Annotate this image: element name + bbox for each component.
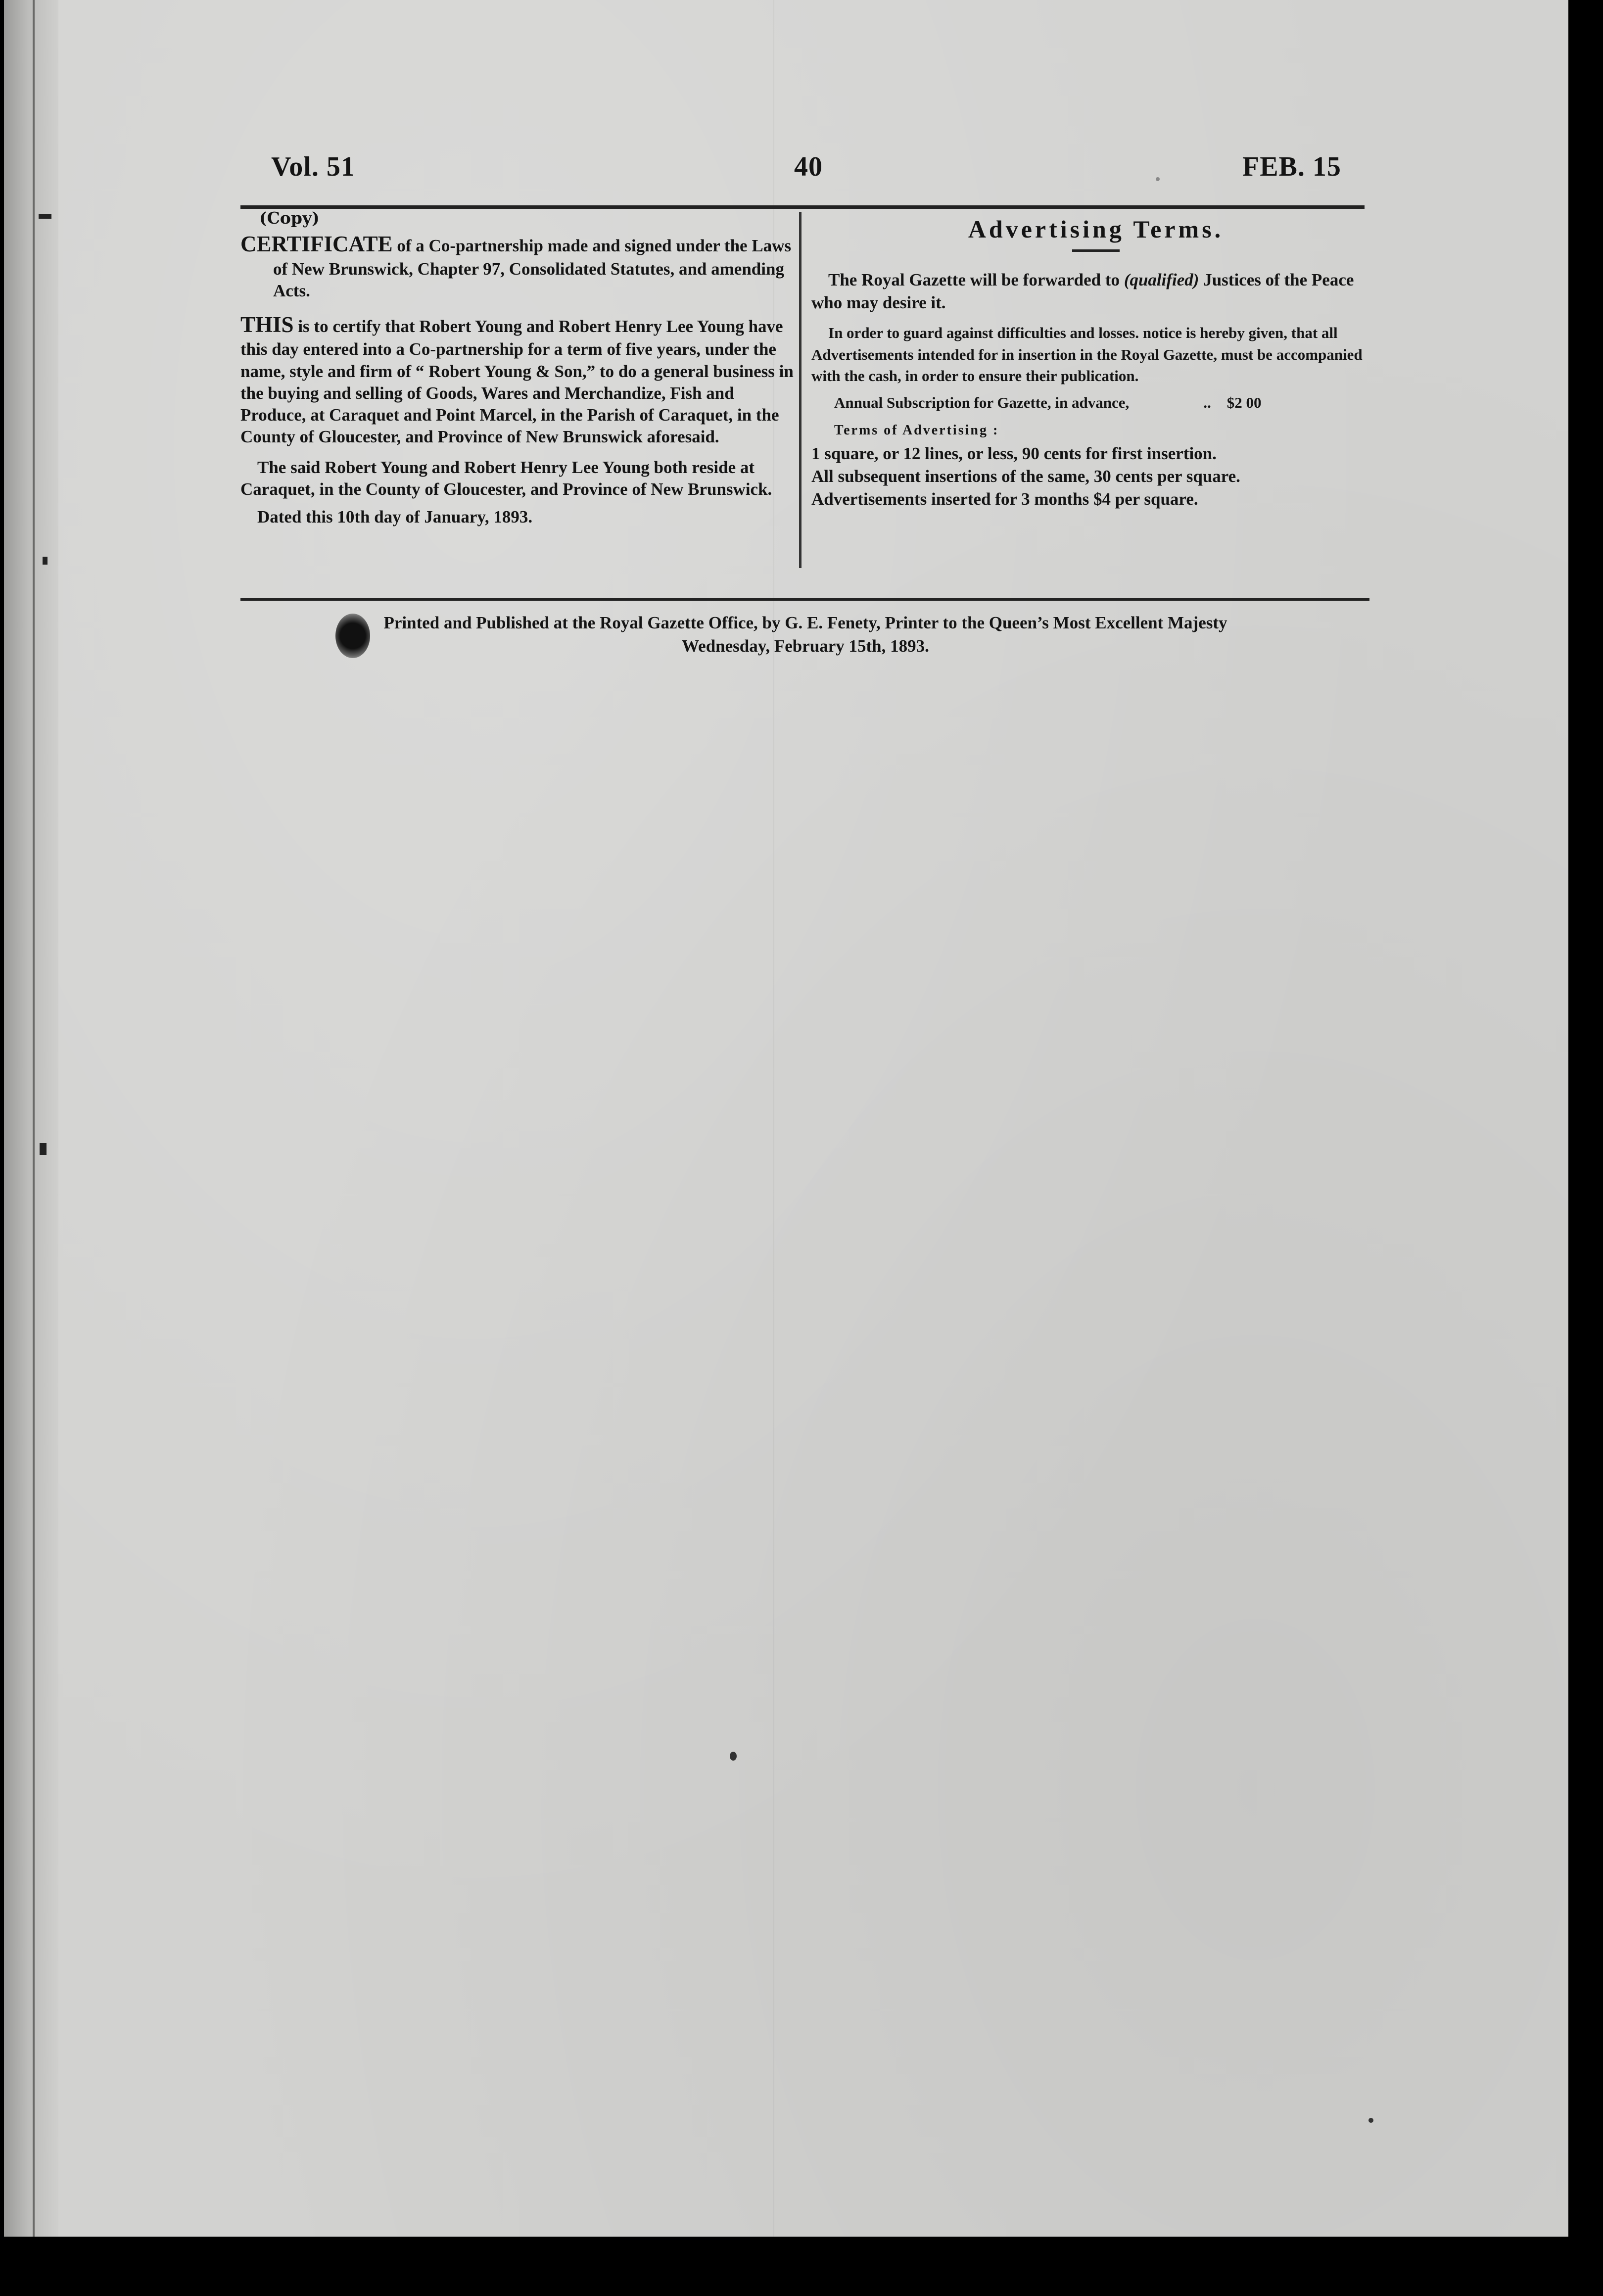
subscription-dots: .. [1203,393,1211,411]
paper-speck [1156,177,1160,181]
certify-text: is to certify that Robert Young and Robert Henry Lee Young have this day entered into a Co-partnership for a term of five years, under the name, style and firm of “ Robert Young & Son,” to do a general business in the buying and selling of Goods, Wares and Merchandize, Fish and Produce, at Caraquet and Point Marcel, in the Parish of Caraquet, in the County of Gloucester, and Province of New Brunswick aforesaid. [240,316,794,446]
margin-tick [43,557,47,565]
subscription-label: Annual Subscription for Gazette, in advance, [834,393,1130,411]
gazette-page [4,0,1568,2237]
rate-first-insertion: 1 square, or 12 lines, or less, 90 cents for first insertion. [811,443,1217,463]
gazette-qualified: (qualified) [1124,270,1199,289]
footer-rule [240,598,1369,601]
right-column [811,208,1380,511]
subscription-amount: $2 00 [1226,393,1262,411]
rate-subsequent: All subsequent insertions of the same, 30 cents per square. [811,466,1240,486]
column-divider [799,212,802,568]
issue-date: FEB. 15 [1242,151,1341,182]
residence-paragraph: The said Robert Young and Robert Henry Lee Young both reside at Caraquet, in the County of Gloucester, and Province of New Brunswick. [240,457,772,499]
terms-heading: Terms of Advertising : [834,422,999,438]
title-rule [1072,249,1120,252]
gazette-paragraph [811,269,1380,314]
imprint-line: Printed and Published at the Royal Gazette Office, by G. E. Fenety, Printer to the Queen’s Most Excellent Majesty [383,613,1227,632]
ink-blot [335,614,370,658]
page-number: 40 [794,151,823,182]
gazette-intro: The Royal Gazette will be forwarded to [828,270,1124,289]
certify-lead: THIS [240,312,294,337]
paper-speck [1368,2118,1373,2123]
binding-edge [33,0,35,2237]
certify-paragraph [240,311,800,448]
advertising-terms-title: Advertising Terms. [968,215,1224,243]
binding-spine [4,0,58,2237]
paper-speck [730,1752,737,1761]
margin-tick [40,1143,47,1155]
certificate-text: of a Co-partnership made and signed under the Laws of New Brunswick, Chapter 97, Consolidated Statutes, and amending Acts. [273,236,792,300]
certificate-lead: CERTIFICATE [240,231,393,256]
guard-notice: In order to guard against difficulties and losses. notice is hereby given, that all Advertisements intended for in insertion in the Royal Gazette, must be accompanied with the cash, in order to ensure their publication. [811,324,1363,385]
rate-three-months: Advertisements inserted for 3 months $4 per square. [811,489,1198,509]
certificate-heading [240,230,800,302]
left-column [240,208,800,528]
gazette-rest: Justices of the Peace who may desire it. [811,270,1354,313]
imprint-footer [236,611,1374,658]
subscription-row [811,394,1380,412]
dated-line: Dated this 10th day of January, 1893. [257,507,533,527]
volume-label: Vol. 51 [271,151,355,182]
copy-label: (Copy) [259,208,320,228]
imprint-date: Wednesday, February 15th, 1893. [682,636,929,656]
margin-tick [39,214,51,219]
